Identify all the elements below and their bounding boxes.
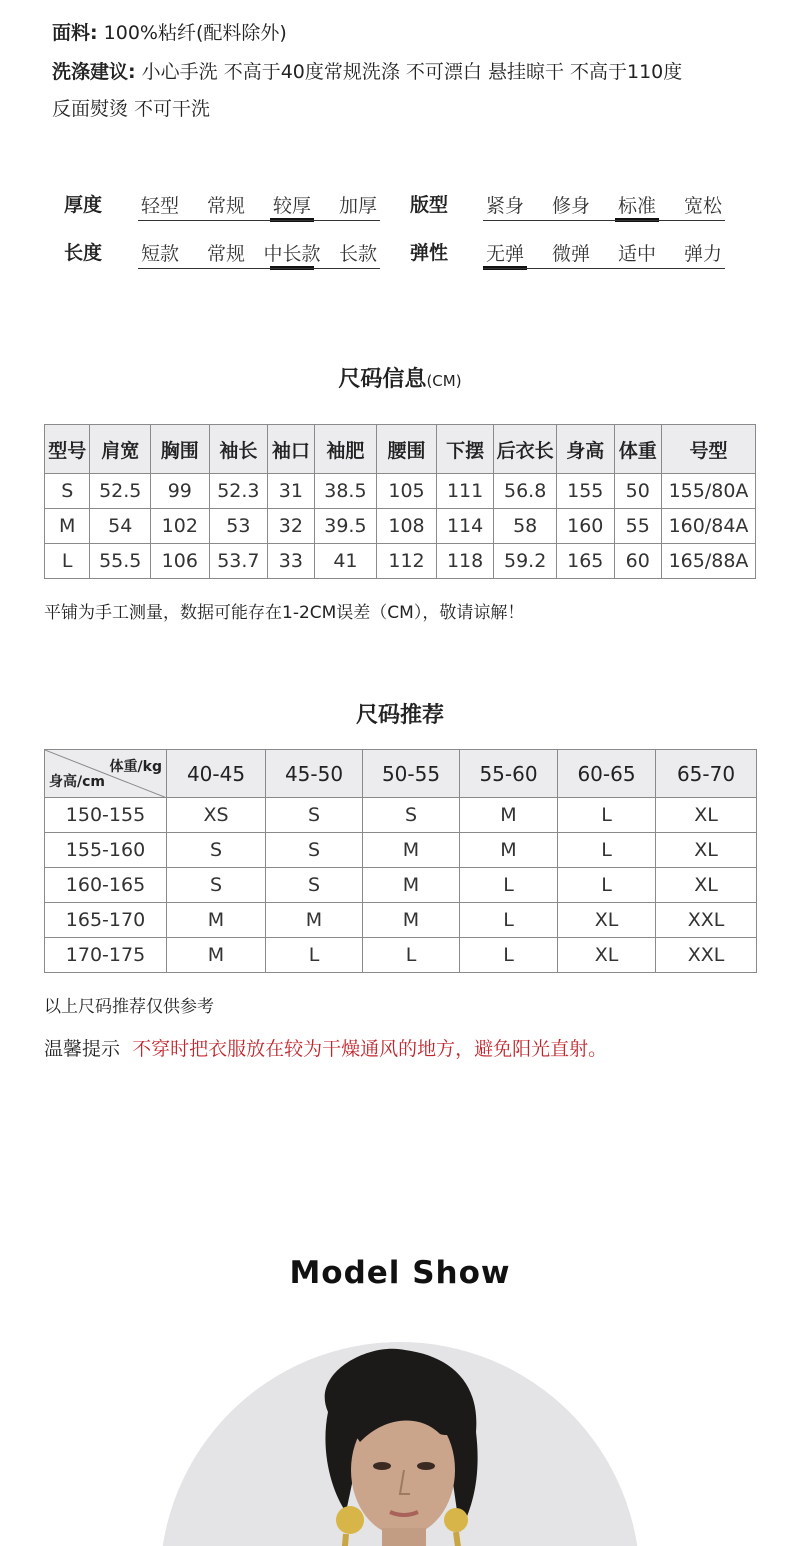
attr-option-thickness-1: 常规 [206,195,245,217]
recommend-header-row [45,750,757,798]
attr-option-thickness-3: 加厚 [338,195,377,217]
attr-label-elasticity: 弹性 [410,242,449,264]
recommend-size-cell: L [460,868,558,903]
recommend-size-cell: L [558,833,656,868]
attr-option-elasticity-3: 弹力 [683,243,722,265]
care-tip-label: 温馨提示 [44,1038,121,1060]
fabric-line [52,18,287,45]
attr-option-length-0: 短款 [140,243,179,265]
size-header-cell: 号型 [661,425,755,474]
table-row [45,509,756,544]
size-info-title-text: 尺码信息 [338,367,427,392]
size-cell: 155 [556,474,614,509]
attr-option-thickness-2: 较厚 [272,195,311,217]
size-cell: 55 [614,509,661,544]
height-cell: 170-175 [45,938,167,973]
recommend-size-cell: XXL [656,903,757,938]
weight-header-cell: 60-65 [558,750,656,798]
care-tip-text: 不穿时把衣服放在较为干燥通风的地方，避免阳光直射。 [132,1038,608,1060]
model-illustration [160,1342,640,1546]
recommend-size-cell: XXL [656,938,757,973]
attr-label-fit: 版型 [410,194,449,216]
recommend-size-cell: L [266,938,363,973]
size-header-cell: 后衣长 [494,425,557,474]
size-header-cell: 型号 [45,425,90,474]
recommend-size-cell: XL [656,833,757,868]
height-cell: 165-170 [45,903,167,938]
attr-option-elasticity-2: 适中 [617,243,656,265]
size-info-note: 平铺为手工测量，数据可能存在1-2CM误差（CM），敬请谅解！ [44,603,525,623]
size-cell: 60 [614,544,661,579]
size-cell: 155/80A [661,474,755,509]
attr-option-fit-1: 修身 [551,195,590,217]
size-cell: 108 [377,509,437,544]
size-recommend-table [44,749,757,973]
weight-header-cell: 65-70 [656,750,757,798]
table-row [45,798,757,833]
size-cell: M [45,509,90,544]
size-cell: 38.5 [314,474,377,509]
care-tip [44,1034,607,1061]
recommend-size-cell: M [167,938,266,973]
size-header-cell: 身高 [556,425,614,474]
recommend-size-cell: M [363,903,460,938]
recommend-size-cell: S [167,833,266,868]
wash-line [52,57,682,84]
size-cell: 165/88A [661,544,755,579]
size-header-cell: 下摆 [436,425,494,474]
size-cell: 58 [494,509,557,544]
recommend-size-cell: S [167,868,266,903]
height-cell: 155-160 [45,833,167,868]
attr-option-length-2: 中长款 [263,243,321,265]
wash-line-2 [52,94,210,121]
recommend-size-cell: L [558,798,656,833]
table-row [45,938,757,973]
size-cell: 160/84A [661,509,755,544]
size-cell: 59.2 [494,544,557,579]
size-cell: 118 [436,544,494,579]
size-cell: 56.8 [494,474,557,509]
size-cell: 112 [377,544,437,579]
corner-weight-label: 体重/kg [109,759,162,775]
corner-height-label: 身高/cm [49,774,105,790]
attr-underline-length [138,268,380,269]
table-row [45,868,757,903]
recommend-size-cell: XL [656,798,757,833]
recommend-size-cell: S [363,798,460,833]
recommend-size-cell: S [266,868,363,903]
recommend-note: 以上尺码推荐仅供参考 [44,997,214,1017]
size-cell: 165 [556,544,614,579]
recommend-size-cell: L [460,938,558,973]
size-cell: 54 [90,509,151,544]
table-row [45,474,756,509]
recommend-size-cell: M [363,868,460,903]
size-cell: S [45,474,90,509]
recommend-size-cell: M [266,903,363,938]
size-cell: 52.5 [90,474,151,509]
size-cell: 52.3 [209,474,268,509]
weight-header-cell: 45-50 [266,750,363,798]
attr-option-elasticity-1: 微弹 [551,243,590,265]
size-cell: 41 [314,544,377,579]
model-photo [160,1342,640,1546]
weight-header-cell: 55-60 [460,750,558,798]
recommend-size-cell: M [460,798,558,833]
attr-option-thickness-0: 轻型 [140,195,179,217]
recommend-size-cell: XL [656,868,757,903]
size-header-cell: 肩宽 [90,425,151,474]
size-header-cell: 袖口 [268,425,314,474]
size-recommend-title: 尺码推荐 [355,703,444,728]
wash-value: 小心手洗 不高于40度常规洗涤 不可漂白 悬挂晾干 不高于110度 [141,61,683,83]
attr-underline-elasticity [483,268,725,269]
attr-option-length-3: 长款 [338,243,377,265]
attr-label-length: 长度 [64,242,103,264]
size-cell: 55.5 [90,544,151,579]
size-cell: 31 [268,474,314,509]
recommend-size-cell: S [266,833,363,868]
table-row [45,903,757,938]
size-cell: 32 [268,509,314,544]
size-info-title [0,362,800,393]
size-cell: 111 [436,474,494,509]
height-cell: 150-155 [45,798,167,833]
attr-underline-fit [483,220,725,221]
size-header-cell: 腰围 [377,425,437,474]
size-header-cell: 袖肥 [314,425,377,474]
recommend-size-cell: XL [558,938,656,973]
recommend-size-cell: XS [167,798,266,833]
size-header-cell: 胸围 [151,425,210,474]
size-info-unit: (CM) [426,372,462,390]
weight-header-cell: 50-55 [363,750,460,798]
recommend-size-cell: L [363,938,460,973]
size-cell: 99 [151,474,210,509]
size-cell: 106 [151,544,210,579]
attr-option-fit-0: 紧身 [485,195,524,217]
attr-underline-thickness [138,220,380,221]
recommend-size-cell: M [167,903,266,938]
size-cell: 105 [377,474,437,509]
fabric-label: 面料: [52,22,98,44]
size-header-cell: 体重 [614,425,661,474]
size-info-table [44,424,756,579]
size-cell: 33 [268,544,314,579]
recommend-size-cell: XL [558,903,656,938]
model-show-title: Model Show [289,1255,511,1291]
size-cell: L [45,544,90,579]
attr-option-elasticity-0: 无弹 [485,243,524,265]
size-cell: 102 [151,509,210,544]
attr-option-length-1: 常规 [206,243,245,265]
size-header-cell: 袖长 [209,425,268,474]
wash-value-2: 反面熨烫 不可干洗 [52,98,211,120]
size-cell: 53 [209,509,268,544]
size-cell: 53.7 [209,544,268,579]
recommend-corner-cell [45,750,167,798]
weight-header-cell: 40-45 [167,750,266,798]
recommend-size-cell: L [558,868,656,903]
size-cell: 39.5 [314,509,377,544]
size-cell: 50 [614,474,661,509]
size-table-header-row [45,425,756,474]
fabric-value: 100%粘纤(配料除外) [103,22,287,44]
recommend-size-cell: S [266,798,363,833]
table-row [45,833,757,868]
recommend-size-cell: M [460,833,558,868]
attr-label-thickness: 厚度 [64,194,103,216]
wash-label: 洗涤建议: [52,61,136,83]
size-cell: 114 [436,509,494,544]
attr-option-fit-2: 标准 [617,195,656,217]
table-row [45,544,756,579]
attr-option-fit-3: 宽松 [683,195,722,217]
recommend-size-cell: M [363,833,460,868]
size-cell: 160 [556,509,614,544]
recommend-size-cell: L [460,903,558,938]
height-cell: 160-165 [45,868,167,903]
